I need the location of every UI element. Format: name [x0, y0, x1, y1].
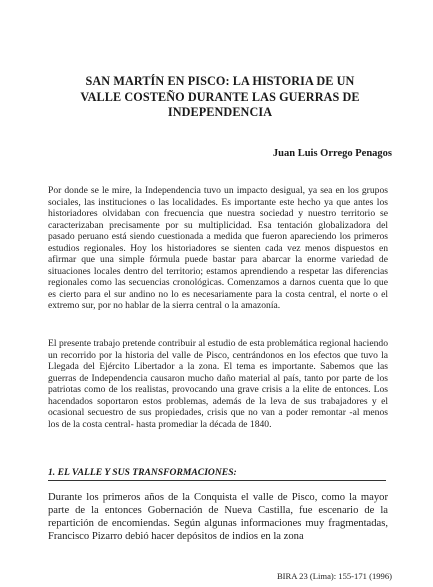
body-paragraph: Durante los primeros años de la Conquista el valle de Pisco, como la mayor parte de la entonces Gobernación de Nueva Castilla, fue escenario de la repartición de encomiendas. Según algunas informaciones muy fragmentadas, Francisco Pizarro debió hacer depósitos de indios en la zona	[48, 492, 388, 543]
article-title-line: INDEPENDENCIA	[167, 105, 273, 120]
body-paragraph: El presente trabajo pretende contribuir al estudio de esta problemática regional haciendo un recorrido por la historia del valle de Pisco, centrándonos en los efectos que tuvo la Llegada del Ejército Libertador a la zona. El tema es importante. Sabemos que las guerras de Independencia causaron mucho daño material al país, tanto por parte de los patriotas como de los realistas, provocando una grave crisis a la elite de entonces. Los hacendados soportaron estos problemas, además de la leva de sus trabajadores y el ocasional secuestro de sus propiedades, crisis que no van a poder remontar -al menos los de la costa central- hasta promediar la década de 1840.	[48, 338, 388, 430]
body-paragraph: Por donde se le mire, la Independencia tuvo un impacto desigual, ya sea en los grupos sociales, las instituciones o las localidades. Es importante este hecho ya que antes los historiadores olvidaban con frecuencia que nuestra sociedad y nuestro territorio se caracterizaban precisamente por su multiplicidad. Esa tentación globalizadora del pasado peruano está siendo cuestionada a medida que fueron apareciendo los primeros estudios regionales. Hoy los historiadores se sienten cada vez menos dispuestos en afirmar que una simple fórmula puede bastar para abarcar la enorme variedad de situaciones locales dentro del territorio; estamos aprendiendo a respetar las diferencias regionales como las secuencias cronológicas. Comenzamos a darnos cuenta que lo que es cierto para el sur andino no lo es necesariamente para la costa central, el norte o el extremo sur, por no hablar de la sierra central o la amazonía.	[48, 185, 388, 312]
article-title	[50, 74, 390, 121]
article-title-line: VALLE COSTEÑO DURANTE LAS GUERRAS DE	[80, 89, 360, 104]
article-title-line: SAN MARTÍN EN PISCO: LA HISTORIA DE UN	[85, 74, 355, 89]
article-author: Juan Luis Orrego Penagos	[272, 148, 392, 159]
journal-citation: BIRA 23 (Lima): 155-171 (1996)	[276, 571, 392, 581]
section-heading: 1. EL VALLE Y SUS TRANSFORMACIONES:	[48, 467, 386, 481]
